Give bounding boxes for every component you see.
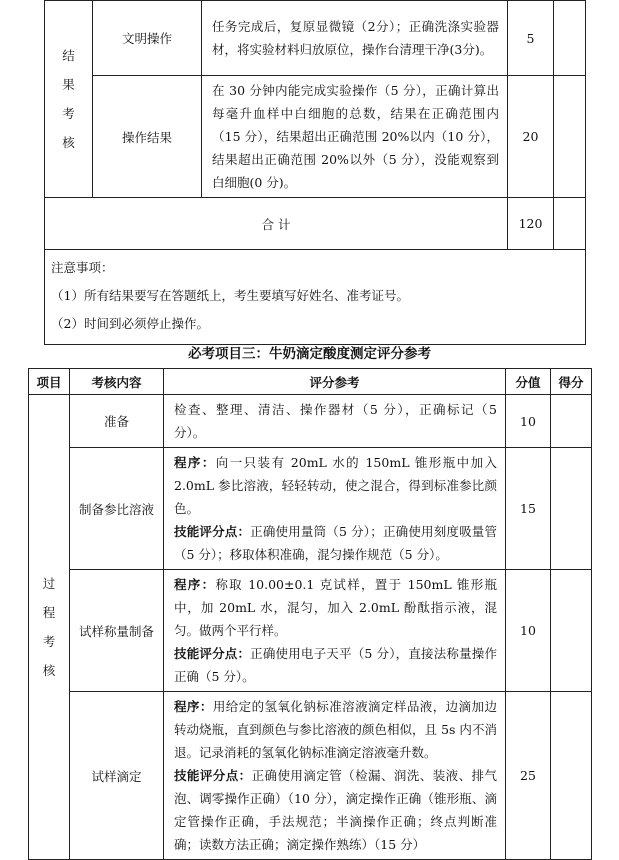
criteria-text xyxy=(164,570,506,692)
score-earned-cell xyxy=(551,570,592,692)
criteria-text xyxy=(164,448,506,570)
criteria-text xyxy=(164,692,506,860)
procedure-label: 程序： xyxy=(174,699,213,714)
score-value: 10 xyxy=(506,395,551,448)
total-score: 120 xyxy=(508,198,554,250)
header-earned: 得分 xyxy=(551,369,592,395)
table-row xyxy=(29,570,592,692)
skill-label: 技能评分点： xyxy=(174,768,252,783)
table-row xyxy=(29,692,592,860)
score-earned-cell xyxy=(551,395,592,448)
total-row xyxy=(45,198,586,250)
skill-text: 正确使用电子天平（5 分），直接法称量操作正确（5 分）。 xyxy=(174,646,497,684)
header-item: 项目 xyxy=(29,369,70,395)
score-value: 15 xyxy=(506,448,551,570)
score-value: 25 xyxy=(506,692,551,860)
score-earned-cell xyxy=(551,448,592,570)
header-score: 分值 xyxy=(506,369,551,395)
table-row xyxy=(45,76,586,198)
note-item: （1）所有结果要写在答题纸上，考生要填写好姓名、准考证号。 xyxy=(51,288,409,303)
item-name: 操作结果 xyxy=(93,76,202,198)
procedure-label: 程序： xyxy=(174,455,216,470)
group-label-results: 结 果 考 核 xyxy=(45,1,93,198)
item-name: 制备参比溶液 xyxy=(70,448,164,570)
score-earned-cell xyxy=(554,198,586,250)
item-name: 试样称量制备 xyxy=(70,570,164,692)
section-title: 必考项目三：牛奶滴定酸度测定评分参考 xyxy=(188,346,431,362)
notes-title: 注意事项： xyxy=(51,260,114,275)
header-content: 考核内容 xyxy=(70,369,164,395)
procedure-text: 向一只装有 20mL 水的 150mL 锥形瓶中加入 2.0mL 参比溶液，轻轻转动，使之混合，得到标准参比颜色。 xyxy=(174,455,497,516)
score-value: 20 xyxy=(508,76,554,198)
group-label-process: 过 程 考 核 xyxy=(29,395,70,860)
item-name: 文明操作 xyxy=(93,1,202,76)
note-item: （2）时间到必须停止操作。 xyxy=(51,316,209,331)
header-criteria: 评分参考 xyxy=(164,369,506,395)
table-row xyxy=(29,448,592,570)
criteria-text: 在 30 分钟内能完成实验操作（5 分），正确计算出每毫升血样中白细胞的总数，结果在正确范围内（15 分），结果超出正确范围 20%以内（10 分），结果超出正确范围 20%以外（5 分），没能观察到白细胞(0 分)。 xyxy=(202,76,508,198)
score-earned-cell xyxy=(551,692,592,860)
item-name: 准备 xyxy=(70,395,164,448)
results-assessment-table xyxy=(44,0,586,345)
criteria-text: 任务完成后，复原显微镜（2分）；正确洗涤实验器材，将实验材料归放原位，操作台清理干净(3分)。 xyxy=(202,1,508,76)
score-earned-cell xyxy=(554,76,586,198)
skill-label: 技能评分点： xyxy=(174,524,251,539)
total-label: 合 计 xyxy=(45,198,508,250)
score-value: 10 xyxy=(506,570,551,692)
procedure-text: 用给定的氢氧化钠标准溶液滴定样品液，边滴加边转动烧瓶，直到颜色与参比溶液的颜色相似，且 5s 内不消退。记录消耗的氢氧化钠标准滴定溶液毫升数。 xyxy=(174,699,497,760)
skill-text: 正确使用量筒（5 分）；正确使用刻度吸量管（5 分）；移取体积准确，混匀操作规范（5 分）。 xyxy=(174,524,497,562)
score-value: 5 xyxy=(508,1,554,76)
milk-acidity-scoring-table xyxy=(28,368,592,860)
notes-cell xyxy=(45,250,586,345)
table-row xyxy=(29,395,592,448)
table-header-row xyxy=(29,369,592,395)
score-earned-cell xyxy=(554,1,586,76)
notes-row xyxy=(45,250,586,345)
procedure-text: 称取 10.00±0.1 克试样，置于 150mL 锥形瓶中，加 20mL 水，混匀，加入 2.0mL 酚酞指示液，混匀。做两个平行样。 xyxy=(174,577,497,638)
item-name: 试样滴定 xyxy=(70,692,164,860)
skill-text: 正确使用滴定管（检漏、润洗、装液、排气泡、调零操作正确）（10 分），滴定操作正确（锥形瓶、滴定管操作正确，手法规范；半滴操作正确；终点判断准确；读数方法正确；滴定操作熟练）（15 分） xyxy=(174,768,497,852)
table-row xyxy=(45,1,586,76)
skill-label: 技能评分点： xyxy=(174,646,251,661)
procedure-label: 程序： xyxy=(174,577,216,592)
criteria-text: 检查、整理、清洁、操作器材（5 分），正确标记（5 分）。 xyxy=(164,395,506,448)
